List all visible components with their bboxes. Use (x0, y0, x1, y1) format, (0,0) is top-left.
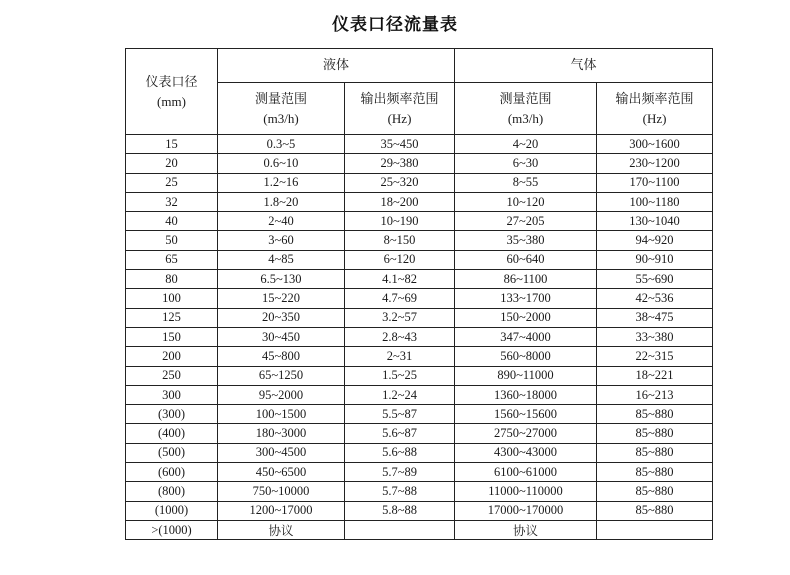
table-cell: 85~880 (597, 501, 713, 520)
table-cell: 5.8~88 (345, 501, 455, 520)
table-row (126, 308, 713, 327)
header-liquid-freq-unit: (Hz) (387, 110, 412, 126)
table-cell: 347~4000 (455, 327, 597, 346)
table-cell: 4~85 (218, 250, 345, 269)
table-cell: 6~120 (345, 250, 455, 269)
table-cell: 5.6~88 (345, 443, 455, 462)
table-cell: 125 (126, 308, 218, 327)
header-group-row (126, 49, 713, 83)
table-cell: 20 (126, 154, 218, 173)
table-cell: 45~800 (218, 347, 345, 366)
table-cell: 65 (126, 250, 218, 269)
table-cell: 85~880 (597, 463, 713, 482)
table-cell: 10~120 (455, 192, 597, 211)
header-group-gas: 气体 (455, 49, 713, 83)
table-cell: 94~920 (597, 231, 713, 250)
table-body (126, 135, 713, 540)
table-cell: 1.8~20 (218, 192, 345, 211)
flow-rate-table (125, 48, 713, 540)
header-gas-measure-range (455, 83, 597, 135)
table-cell: 15~220 (218, 289, 345, 308)
header-group-liquid: 液体 (218, 49, 455, 83)
table-cell: 90~910 (597, 250, 713, 269)
table-cell: 80 (126, 270, 218, 289)
table-cell: 100~1180 (597, 192, 713, 211)
table-cell: 18~200 (345, 192, 455, 211)
table-cell: 86~1100 (455, 270, 597, 289)
table-row (126, 366, 713, 385)
table-cell: 60~640 (455, 250, 597, 269)
table-row (126, 231, 713, 250)
table-cell: 3.2~57 (345, 308, 455, 327)
table-cell: 协议 (218, 520, 345, 539)
table-cell: 1200~17000 (218, 501, 345, 520)
header-liquid-measure-label: 测量范围 (254, 91, 307, 106)
table-cell: 560~8000 (455, 347, 597, 366)
table-cell: 100~1500 (218, 405, 345, 424)
table-row (126, 482, 713, 501)
table-cell: 1.2~24 (345, 385, 455, 404)
table-cell: 27~205 (455, 212, 597, 231)
table-cell (597, 520, 713, 539)
table-cell: (1000) (126, 501, 218, 520)
table-cell: 1560~15600 (455, 405, 597, 424)
table-cell: 18~221 (597, 366, 713, 385)
table-cell: 300 (126, 385, 218, 404)
table-cell: 2750~27000 (455, 424, 597, 443)
table-row (126, 327, 713, 346)
table-cell: 65~1250 (218, 366, 345, 385)
header-liquid-freq-range (345, 83, 455, 135)
table-cell: 750~10000 (218, 482, 345, 501)
table-cell: 17000~170000 (455, 501, 597, 520)
table-row (126, 385, 713, 404)
table-row (126, 405, 713, 424)
table-cell: 4.7~69 (345, 289, 455, 308)
table-cell: >(1000) (126, 520, 218, 539)
table-cell: 29~380 (345, 154, 455, 173)
table-cell: (400) (126, 424, 218, 443)
header-caliber-label: 仪表口径 (145, 74, 198, 89)
table-cell: 300~1600 (597, 135, 713, 154)
table-cell: 85~880 (597, 405, 713, 424)
table-cell: 38~475 (597, 308, 713, 327)
table-cell: 85~880 (597, 424, 713, 443)
table-cell: 6100~61000 (455, 463, 597, 482)
table-cell: 42~536 (597, 289, 713, 308)
table-cell: 6~30 (455, 154, 597, 173)
header-gas-freq-unit: (Hz) (642, 110, 667, 126)
table-cell: 1360~18000 (455, 385, 597, 404)
table-cell: 25~320 (345, 173, 455, 192)
header-gas-measure-label: 测量范围 (499, 91, 552, 106)
table-cell: 0.3~5 (218, 135, 345, 154)
table-cell: 5.5~87 (345, 405, 455, 424)
table-cell: 133~1700 (455, 289, 597, 308)
table-cell: 5.6~87 (345, 424, 455, 443)
table-cell: 8~55 (455, 173, 597, 192)
table-row (126, 212, 713, 231)
header-liquid-measure-range (218, 83, 345, 135)
table-cell: 1.2~16 (218, 173, 345, 192)
table-row (126, 173, 713, 192)
table-cell: 35~380 (455, 231, 597, 250)
table-row (126, 520, 713, 539)
table-cell: 40 (126, 212, 218, 231)
table-cell: 50 (126, 231, 218, 250)
table-cell: 22~315 (597, 347, 713, 366)
table-cell: 300~4500 (218, 443, 345, 462)
table-row (126, 289, 713, 308)
table-cell: 450~6500 (218, 463, 345, 482)
header-liquid-measure-unit: (m3/h) (263, 110, 299, 126)
table-cell: 230~1200 (597, 154, 713, 173)
table-cell: 170~1100 (597, 173, 713, 192)
table-row (126, 443, 713, 462)
table-cell: 协议 (455, 520, 597, 539)
table-cell (345, 520, 455, 539)
table-cell: 95~2000 (218, 385, 345, 404)
table-cell: 25 (126, 173, 218, 192)
table-cell: 250 (126, 366, 218, 385)
table-cell: 5.7~88 (345, 482, 455, 501)
table-cell: 20~350 (218, 308, 345, 327)
header-gas-measure-unit: (m3/h) (507, 110, 544, 126)
header-caliber-unit: (mm) (157, 93, 186, 109)
table-cell: 180~3000 (218, 424, 345, 443)
table-cell: 10~190 (345, 212, 455, 231)
table-cell: 30~450 (218, 327, 345, 346)
header-liquid-freq-label: 输出频率范围 (360, 91, 439, 106)
table-cell: 2~31 (345, 347, 455, 366)
table-row (126, 424, 713, 443)
table-cell: 55~690 (597, 270, 713, 289)
table-cell: 15 (126, 135, 218, 154)
table-cell: (300) (126, 405, 218, 424)
table-cell: 5.7~89 (345, 463, 455, 482)
table-row (126, 154, 713, 173)
table-cell: 130~1040 (597, 212, 713, 231)
table-header (126, 49, 713, 135)
header-gas-freq-range (597, 83, 713, 135)
table-cell: (800) (126, 482, 218, 501)
table-cell: 0.6~10 (218, 154, 345, 173)
table-row (126, 501, 713, 520)
table-cell: 3~60 (218, 231, 345, 250)
table-cell: 150 (126, 327, 218, 346)
table-cell: 100 (126, 289, 218, 308)
table-cell: 1.5~25 (345, 366, 455, 385)
table-cell: 8~150 (345, 231, 455, 250)
table-cell: 2.8~43 (345, 327, 455, 346)
table-cell: 4300~43000 (455, 443, 597, 462)
table-row (126, 463, 713, 482)
table-cell: 4~20 (455, 135, 597, 154)
table-cell: (500) (126, 443, 218, 462)
page-title: 仪表口径流量表 (332, 15, 458, 34)
table-cell: 150~2000 (455, 308, 597, 327)
table-cell: 4.1~82 (345, 270, 455, 289)
table-cell: 33~380 (597, 327, 713, 346)
table-row (126, 135, 713, 154)
table-cell: 32 (126, 192, 218, 211)
table-row (126, 250, 713, 269)
table-cell: 200 (126, 347, 218, 366)
table-cell: (600) (126, 463, 218, 482)
table-cell: 11000~110000 (455, 482, 597, 501)
table-row (126, 270, 713, 289)
table-cell: 16~213 (597, 385, 713, 404)
table-cell: 890~11000 (455, 366, 597, 385)
table-cell: 6.5~130 (218, 270, 345, 289)
table-row (126, 192, 713, 211)
header-caliber (126, 49, 218, 135)
header-gas-freq-label: 输出频率范围 (615, 91, 694, 106)
table-cell: 85~880 (597, 482, 713, 501)
table-cell: 35~450 (345, 135, 455, 154)
table-row (126, 347, 713, 366)
table-cell: 85~880 (597, 443, 713, 462)
table-cell: 2~40 (218, 212, 345, 231)
